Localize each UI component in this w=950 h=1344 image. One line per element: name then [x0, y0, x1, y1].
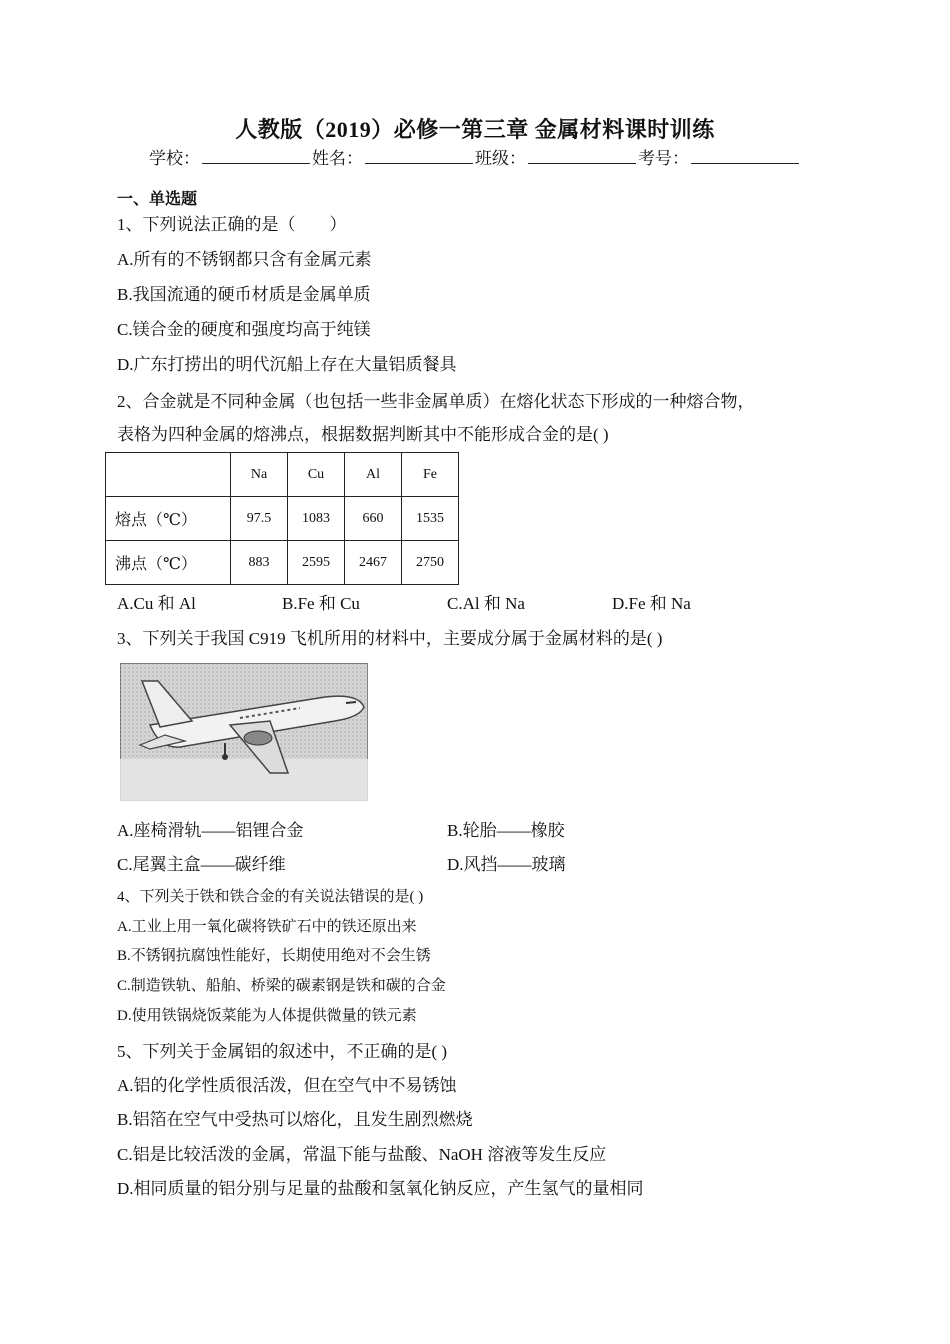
name-blank — [365, 147, 473, 164]
exam-no-blank — [691, 147, 799, 164]
q1-option-a: A.所有的不锈钢都只含有金属元素 — [117, 250, 372, 269]
table-cell: 2750 — [402, 541, 459, 585]
table-cell: 883 — [231, 541, 288, 585]
table-cell: 1535 — [402, 497, 459, 541]
table-header-row — [106, 453, 459, 497]
q4-stem: 4、下列关于铁和铁合金的有关说法错误的是( ) — [117, 889, 424, 905]
table-corner-cell — [106, 453, 231, 497]
student-info-line — [0, 144, 950, 169]
q2-option-c: C.Al 和 Na — [447, 594, 525, 613]
q3-option-b: B.轮胎——橡胶 — [447, 821, 565, 840]
q5-option-a: A.铝的化学性质很活泼，但在空气中不易锈蚀 — [117, 1076, 457, 1095]
q4-option-d: D.使用铁锅烧饭菜能为人体提供微量的铁元素 — [117, 1008, 417, 1024]
school-label: 学校： — [149, 149, 200, 169]
q5-option-d: D.相同质量的铝分别与足量的盐酸和氢氧化钠反应，产生氢气的量相同 — [117, 1179, 644, 1198]
table-cell: 2595 — [288, 541, 345, 585]
q3-option-d: D.风挡——玻璃 — [447, 855, 566, 874]
table-header-cell: Al — [345, 453, 402, 497]
exam-no-label: 考号： — [638, 149, 689, 169]
table-cell: 1083 — [288, 497, 345, 541]
q3-option-c: C.尾翼主盒——碳纤维 — [117, 855, 286, 874]
q2-option-a: A.Cu 和 Al — [117, 594, 196, 613]
q4-option-a: A.工业上用一氧化碳将铁矿石中的铁还原出来 — [117, 919, 417, 935]
table-row-label: 沸点（℃） — [106, 541, 231, 585]
class-blank — [528, 147, 636, 164]
q1-option-c: C.镁合金的硬度和强度均高于纯镁 — [117, 320, 371, 339]
melting-boiling-table — [105, 452, 459, 585]
section-title: 一、单选题 — [117, 189, 198, 208]
class-label: 班级： — [475, 149, 526, 169]
table-row — [106, 541, 459, 585]
q4-option-b: B.不锈钢抗腐蚀性能好，长期使用绝对不会生锈 — [117, 948, 431, 964]
q1-stem: 1、下列说法正确的是（ ） — [117, 215, 347, 234]
c919-airplane-image — [120, 663, 368, 801]
q1-option-b: B.我国流通的硬币材质是金属单质 — [117, 285, 371, 304]
q2-option-b: B.Fe 和 Cu — [282, 594, 360, 613]
table-row-label: 熔点（℃） — [106, 497, 231, 541]
table-header-cell: Na — [231, 453, 288, 497]
q5-stem: 5、下列关于金属铝的叙述中，不正确的是( ) — [117, 1042, 448, 1061]
q2-stem-line1: 2、合金就是不同种金属（也包括一些非金属单质）在熔化状态下形成的一种熔合物， — [117, 392, 755, 411]
table-cell: 97.5 — [231, 497, 288, 541]
table-header-cell: Cu — [288, 453, 345, 497]
table-header-cell: Fe — [402, 453, 459, 497]
q1-option-d: D.广东打捞出的明代沉船上存在大量铝质餐具 — [117, 355, 457, 374]
q4-option-c: C.制造铁轨、船舶、桥梁的碳素钢是铁和碳的合金 — [117, 978, 446, 994]
name-label: 姓名： — [312, 149, 363, 169]
q3-stem: 3、下列关于我国 C919 飞机所用的材料中，主要成分属于金属材料的是( ) — [117, 629, 663, 648]
q5-option-c: C.铝是比较活泼的金属，常温下能与盐酸、NaOH 溶液等发生反应 — [117, 1145, 607, 1164]
table-cell: 660 — [345, 497, 402, 541]
school-blank — [202, 147, 310, 164]
q2-stem-line2: 表格为四种金属的熔沸点，根据数据判断其中不能形成合金的是( ) — [117, 425, 609, 444]
q5-option-b: B.铝箔在空气中受热可以熔化，且发生剧烈燃烧 — [117, 1110, 473, 1129]
table-row — [106, 497, 459, 541]
q2-option-d: D.Fe 和 Na — [612, 594, 691, 613]
q3-option-a: A.座椅滑轨——铝锂合金 — [117, 821, 304, 840]
table-cell: 2467 — [345, 541, 402, 585]
page-title: 人教版（2019）必修一第三章 金属材料课时训练 — [235, 117, 715, 142]
